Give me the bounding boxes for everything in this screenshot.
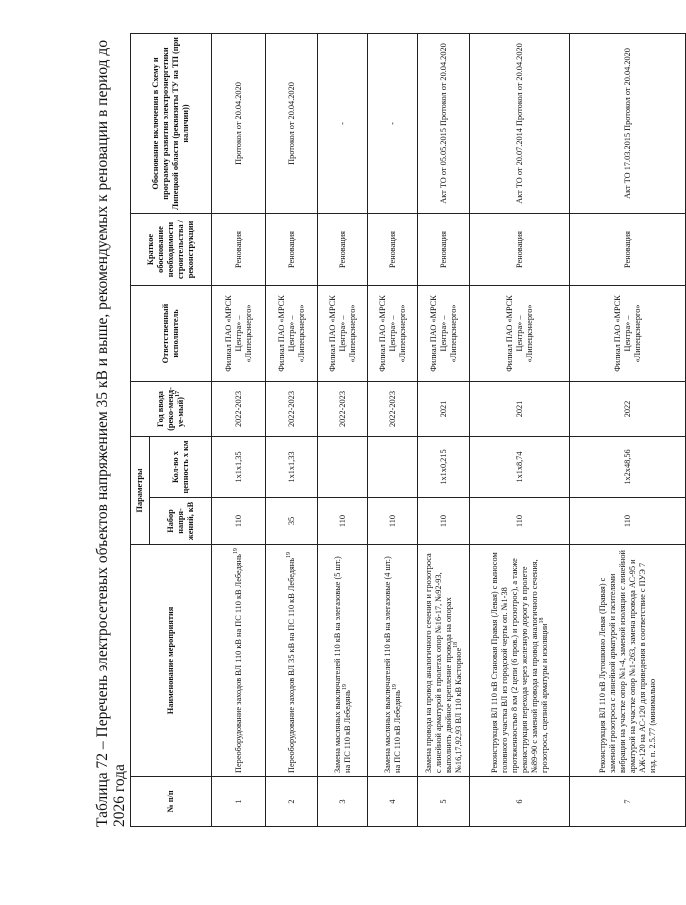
cell-year: 2022-2023 xyxy=(368,382,418,437)
cell-justification: Реновация xyxy=(368,214,418,286)
header-capacity: Кол-во х цепность х км xyxy=(150,437,212,498)
cell-num: 5 xyxy=(418,777,470,827)
table-row xyxy=(266,34,318,827)
cell-voltage: 110 xyxy=(368,498,418,545)
cell-capacity xyxy=(368,437,418,498)
table-row xyxy=(318,34,368,827)
cell-justification: Реновация xyxy=(470,214,570,286)
cell-capacity: 1х2х48,56 xyxy=(570,437,686,498)
cell-basis: Акт ТО 17.03.2015 Протокол от 20.04.2020 xyxy=(570,34,686,214)
cell-name xyxy=(318,545,368,777)
header-year xyxy=(131,382,212,437)
cell-justification: Реновация xyxy=(212,214,266,286)
renovation-table xyxy=(130,33,686,827)
cell-num: 3 xyxy=(318,777,368,827)
table-row xyxy=(418,34,470,827)
cell-executor: Филиал ПАО «МРСК Центра» – «Липецкэнерго» xyxy=(470,286,570,382)
header-num: № п/п xyxy=(131,777,212,827)
table-row xyxy=(212,34,266,827)
cell-num: 4 xyxy=(368,777,418,827)
table-caption: Таблица 72 – Перечень электросетевых объектов напряжением 35 кВ и выше, рекомендуемых к реновации в период до 2026 года xyxy=(94,39,128,827)
cell-justification: Реновация xyxy=(570,214,686,286)
table-row xyxy=(470,34,570,827)
cell-num: 7 xyxy=(570,777,686,827)
header-name: Наименование мероприятия xyxy=(131,545,212,777)
cell-capacity: 1х1х8,74 xyxy=(470,437,570,498)
cell-executor: Филиал ПАО «МРСК Центра» – «Липецкэнерго» xyxy=(418,286,470,382)
cell-name-text: Реконструкция ВЛ 110 кВ Лутошкино Левая (Правая) с заменой грозотроса с линейной арматурой и гасителями вибрации на участке опор №1-4, заменой изоляции с линейной арматурой на участке опор №1-263, замена провода АС-95 и АЖ-120 на АС-120 для приведения в соответствие с ПУЭ 7 изд. п. 2.5.77 (минимально xyxy=(597,550,657,773)
cell-executor: Филиал ПАО «МРСК Центра» – «Липецкэнерго» xyxy=(368,286,418,382)
header-justification: Краткое обоснование необходимости строительства / реконструкции xyxy=(131,214,212,286)
table-row xyxy=(368,34,418,827)
header-params: Параметры xyxy=(131,437,150,545)
cell-num: 6 xyxy=(470,777,570,827)
footnote-ref: 19 xyxy=(341,684,348,691)
cell-voltage: 35 xyxy=(266,498,318,545)
header-basis: Обоснование включения в Схему и программу развития электроэнергетики Липецкой области (реквизиты ТУ на ТП (при наличии)) xyxy=(131,34,212,214)
cell-name xyxy=(570,545,686,777)
cell-name-text: Переоборудование заходов ВЛ 110 кВ на ПС 110 кВ Лебедянь xyxy=(233,554,243,773)
cell-voltage: 110 xyxy=(212,498,266,545)
cell-basis: - xyxy=(368,34,418,214)
cell-name-text: Замена провода на провод аналогичного сечения и грозотроса с линейной арматурой в пролетах опор №16-17, №92-93, выполнить двойное крепление провода на опорах №16,17,92,93 ВЛ 110 кВ Касторное xyxy=(423,553,463,773)
cell-year: 2022-2023 xyxy=(266,382,318,437)
footnote-ref: 19 xyxy=(285,551,292,558)
cell-voltage: 110 xyxy=(470,498,570,545)
cell-name xyxy=(212,545,266,777)
cell-basis: Протокол от 20.04.2020 xyxy=(266,34,318,214)
cell-name-text: Замена масляных выключателей 110 кВ на элегазовые (5 шт.) на ПС 110 кВ Лебедянь xyxy=(332,556,352,773)
cell-year: 2022-2023 xyxy=(318,382,368,437)
header-executor: Ответственный исполнитель xyxy=(131,286,212,382)
header-voltage: Набор напря-жений, кВ xyxy=(150,498,212,545)
cell-name xyxy=(266,545,318,777)
header-year-footnote: 17 xyxy=(175,391,182,397)
cell-year: 2021 xyxy=(418,382,470,437)
cell-capacity xyxy=(318,437,368,498)
header-year-label: Год ввода (реко-мендуе-мый) xyxy=(156,387,185,431)
footnote-ref: 19 xyxy=(232,548,239,555)
cell-justification: Реновация xyxy=(418,214,470,286)
cell-year: 2022 xyxy=(570,382,686,437)
table-row xyxy=(570,34,686,827)
footnote-ref: 18 xyxy=(452,641,459,648)
cell-executor: Филиал ПАО «МРСК Центра» – «Липецкэнерго» xyxy=(266,286,318,382)
cell-basis: - xyxy=(318,34,368,214)
cell-executor: Филиал ПАО «МРСК Центра» – «Липецкэнерго» xyxy=(570,286,686,382)
cell-name xyxy=(418,545,470,777)
cell-basis: Акт ТО от 20.07.2014 Протокол от 20.04.2020 xyxy=(470,34,570,214)
cell-executor: Филиал ПАО «МРСК Центра» – «Липецкэнерго» xyxy=(212,286,266,382)
cell-name xyxy=(368,545,418,777)
cell-name-text: Реконструкция ВЛ 110 кВ Становая Правая (Левая) с выносом головного участка ВЛ из городской черты оп. №1-38 протяженностью 8 км (2 цепи (6 пров.) и грозотрос), а также реконструкция перехода через железную дорогу в пролете №89-90 с заменой провода на провод аналогичного сечения, грозотроса, сцепной арматуры и изоляции xyxy=(489,552,549,773)
cell-num: 2 xyxy=(266,777,318,827)
cell-name-text: Замена масляных выключателей 110 кВ на элегазовые (4 шт.) на ПС 110 кВ Лебедянь xyxy=(382,556,402,773)
cell-capacity: 1х1х1,33 xyxy=(266,437,318,498)
cell-name-text: Переоборудование заходов ВЛ 35 кВ на ПС 110 кВ Лебедянь xyxy=(286,557,296,773)
cell-basis: Акт ТО от 05.05.2015 Протокол от 20.04.2020 xyxy=(418,34,470,214)
cell-basis: Протокол от 20.04.2020 xyxy=(212,34,266,214)
footnote-ref: 18 xyxy=(538,617,545,624)
cell-voltage: 110 xyxy=(418,498,470,545)
cell-voltage: 110 xyxy=(570,498,686,545)
cell-name xyxy=(470,545,570,777)
cell-voltage: 110 xyxy=(318,498,368,545)
cell-num: 1 xyxy=(212,777,266,827)
cell-capacity: 1х1х1,35 xyxy=(212,437,266,498)
cell-year: 2022-2023 xyxy=(212,382,266,437)
cell-capacity: 1х1х0,215 xyxy=(418,437,470,498)
cell-year: 2021 xyxy=(470,382,570,437)
footnote-ref: 19 xyxy=(391,684,398,691)
cell-justification: Реновация xyxy=(318,214,368,286)
cell-executor: Филиал ПАО «МРСК Центра» – «Липецкэнерго» xyxy=(318,286,368,382)
cell-justification: Реновация xyxy=(266,214,318,286)
